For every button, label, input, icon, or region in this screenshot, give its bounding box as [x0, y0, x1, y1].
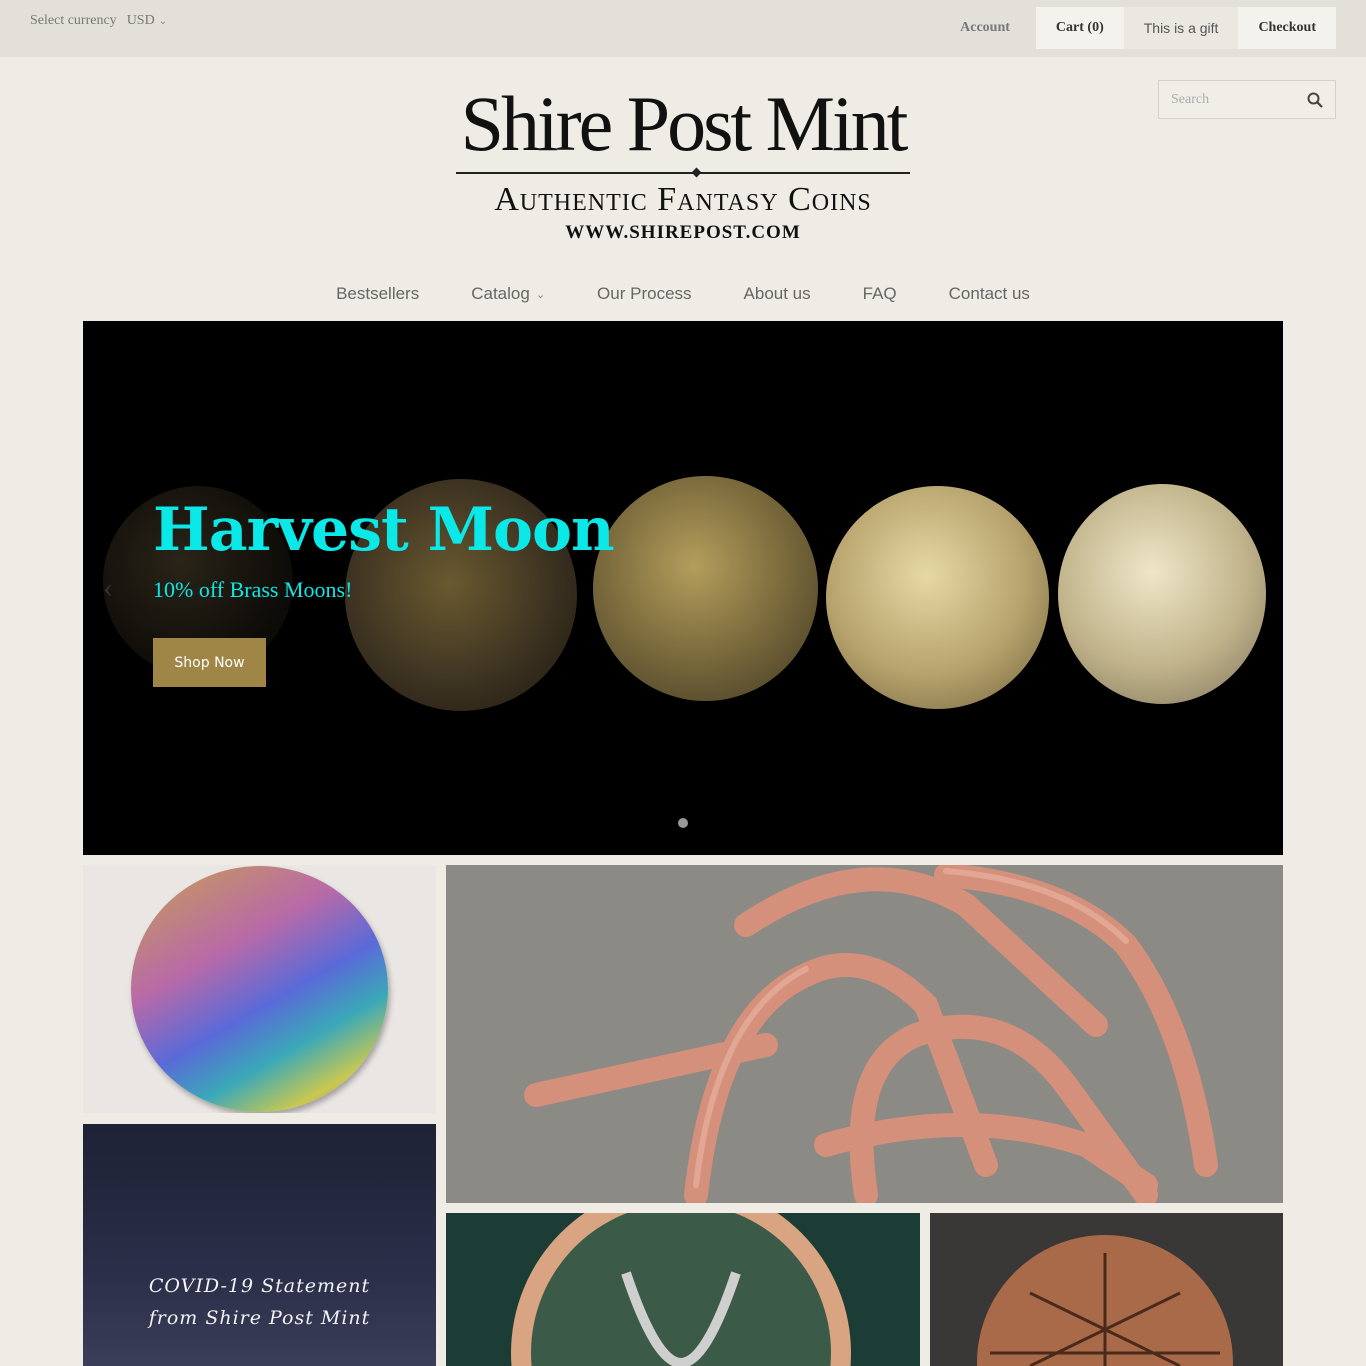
nav-item-about-us[interactable]: About us	[743, 284, 811, 303]
rainbow-moon-tile[interactable]	[83, 865, 436, 1113]
top-bar	[0, 0, 1366, 57]
search-icon[interactable]	[1307, 92, 1323, 108]
clover-coin-tile[interactable]	[446, 1213, 920, 1366]
nav-item-our-process[interactable]: Our Process	[597, 284, 692, 303]
logo-tagline: Authentic Fantasy Coins	[494, 181, 872, 218]
vegvisir-coin-image	[930, 1213, 1283, 1366]
logo-title: Shire Post Mint	[460, 80, 906, 167]
search-box	[1158, 80, 1336, 119]
vegvisir-coin-tile[interactable]	[930, 1213, 1283, 1366]
hero-title: Harvest Moon	[153, 495, 614, 565]
nav-item-catalog[interactable]	[471, 280, 545, 308]
checkout-button[interactable]: Checkout	[1238, 7, 1336, 49]
currency-value: USD	[126, 13, 155, 28]
nav-item-faq[interactable]: FAQ	[862, 284, 897, 303]
chevron-down-icon: ⌄	[535, 288, 546, 301]
moon-image	[593, 476, 818, 701]
rainbow-moon-image	[131, 866, 388, 1112]
shop-now-button[interactable]: Shop Now	[153, 638, 266, 687]
currency-label: Select currency	[30, 13, 117, 28]
slide-indicator-dot[interactable]	[678, 818, 688, 828]
moon-image	[1058, 484, 1266, 704]
covid-statement-text	[83, 1270, 436, 1334]
hero-subtitle: 10% off Brass Moons!	[153, 577, 353, 602]
nav-item-catalog-label: Catalog	[471, 284, 530, 303]
logo-divider	[456, 166, 910, 180]
copper-puzzle-tile[interactable]	[446, 865, 1283, 1203]
search-input[interactable]	[1159, 81, 1299, 118]
gift-button[interactable]: This is a gift	[1124, 7, 1239, 49]
copper-puzzle-image	[446, 865, 1283, 1203]
currency-selector[interactable]	[30, 13, 167, 29]
site-logo[interactable]	[440, 82, 926, 257]
main-nav	[0, 280, 1366, 308]
nav-item-contact-us[interactable]: Contact us	[948, 284, 1030, 303]
logo-url: WWW.SHIREPOST.COM	[565, 222, 801, 243]
cart-button[interactable]: Cart (0)	[1036, 7, 1124, 49]
account-link[interactable]: Account	[960, 20, 1010, 35]
covid-line-2: from Shire Post Mint	[148, 1307, 371, 1329]
covid-statement-tile[interactable]	[83, 1124, 436, 1366]
clover-coin-image	[446, 1213, 920, 1366]
account-links	[940, 7, 1336, 49]
currency-select[interactable]	[127, 13, 167, 29]
covid-line-1: COVID-19 Statement	[148, 1275, 371, 1297]
chevron-down-icon: ⌄	[158, 15, 168, 27]
nav-item-bestsellers[interactable]: Bestsellers	[336, 284, 420, 303]
moon-image	[826, 486, 1049, 709]
hero-slideshow[interactable]	[83, 321, 1283, 855]
chevron-left-icon[interactable]: ‹	[103, 571, 113, 604]
